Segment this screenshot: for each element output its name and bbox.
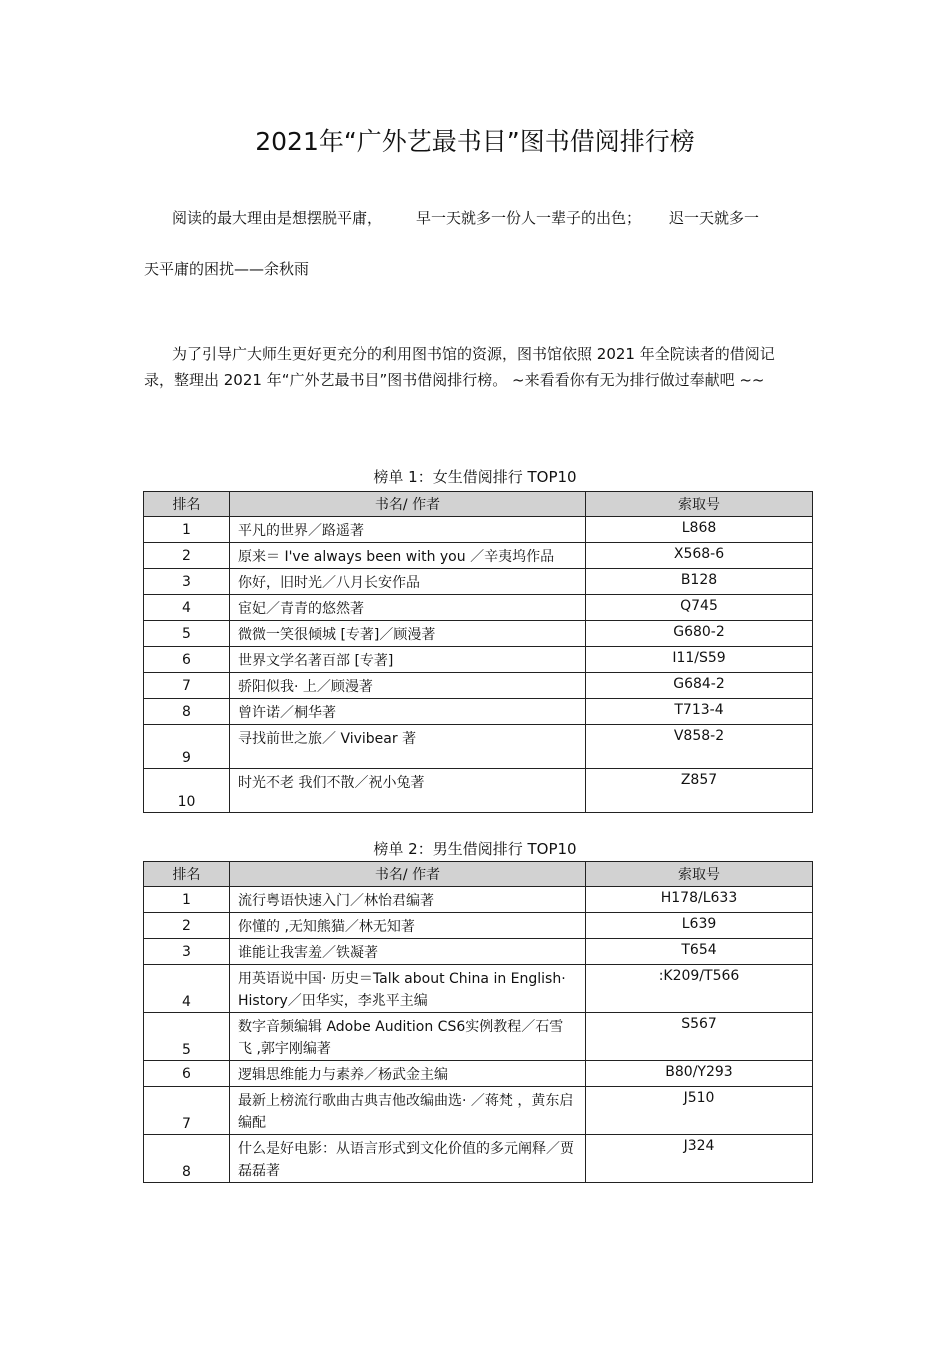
callno-cell: Z857 [586,769,813,813]
table2-caption: 榜单 2：男生借阅排行 TOP10 [373,840,577,858]
header-rank: 排名 [144,492,230,517]
callno-cell: B128 [586,569,813,595]
book-cell: 流行粤语快速入门／林怡君编著 [230,887,586,913]
rank-cell: 4 [144,595,230,621]
callno-cell: L868 [586,517,813,543]
callno-cell: S567 [586,1013,813,1061]
female-ranking-table [143,491,813,813]
rank-cell: 3 [144,569,230,595]
quote-part-2: 早一天就多一份人一辈子的出色； [416,209,642,227]
rank-cell: 6 [144,1061,230,1087]
rank-cell: 10 [144,769,230,813]
table-row [144,621,813,647]
table-row [144,647,813,673]
rank-cell: 1 [144,517,230,543]
table-row [144,595,813,621]
table-row [144,887,813,913]
header-rank: 排名 [144,862,230,887]
header-callno: 索取号 [586,492,813,517]
table-row [144,569,813,595]
table-header-row [144,492,813,517]
book-cell: 你好，旧时光／八月长安作品 [230,569,586,595]
book-cell: 原来＝ I've always been with you ／辛夷坞作品 [230,543,586,569]
book-cell: 微微一笑很倾城 [专著]／顾漫著 [230,621,586,647]
table-row [144,939,813,965]
rank-cell: 2 [144,543,230,569]
rank-cell: 8 [144,1135,230,1183]
book-cell: 时光不老 我们不散／祝小兔著 [230,769,586,813]
book-cell: 用英语说中国· 历史＝Talk about China in English· History／田华实，李兆平主编 [230,965,586,1013]
header-book: 书名/ 作者 [230,862,586,887]
quote-line-1 [144,207,804,229]
table-row [144,965,813,1013]
header-callno: 索取号 [586,862,813,887]
rank-cell: 1 [144,887,230,913]
table-row [144,769,813,813]
male-ranking-table [143,861,813,1183]
rank-cell: 3 [144,939,230,965]
table-row [144,517,813,543]
callno-cell: H178/L633 [586,887,813,913]
callno-cell: T654 [586,939,813,965]
callno-cell: X568-6 [586,543,813,569]
callno-cell: J510 [586,1087,813,1135]
callno-cell: B80/Y293 [586,1061,813,1087]
callno-cell: G680-2 [586,621,813,647]
quote-part-1: 阅读的最大理由是想摆脱平庸， [172,209,383,227]
table-row [144,1135,813,1183]
book-cell: 平凡的世界／路遥著 [230,517,586,543]
callno-cell: J324 [586,1135,813,1183]
callno-cell: V858-2 [586,725,813,769]
callno-cell: I11/S59 [586,647,813,673]
table-row [144,913,813,939]
table-row [144,699,813,725]
book-cell: 曾许诺／桐华著 [230,699,586,725]
rank-cell: 2 [144,913,230,939]
book-cell: 宦妃／青青的悠然著 [230,595,586,621]
header-book: 书名/ 作者 [230,492,586,517]
intro-paragraph: 为了引导广大师生更好更充分的利用图书馆的资源，图书馆依照 2021 年全院读者的借阅记录，整理出 2021 年“广外艺最书目”图书借阅排行榜。 ~来看看你有无为排行做过奉献吧 ~~ [144,345,775,389]
book-cell: 寻找前世之旅／ Vivibear 著 [230,725,586,769]
table-row [144,1087,813,1135]
callno-cell: :K209/T566 [586,965,813,1013]
book-cell: 骄阳似我· 上／顾漫著 [230,673,586,699]
quote-line-2: 天平庸的困扰——余秋雨 [144,260,310,278]
callno-cell: T713-4 [586,699,813,725]
table-row [144,1013,813,1061]
book-cell: 你懂的 ,无知熊猫／林无知著 [230,913,586,939]
book-cell: 谁能让我害羞／铁凝著 [230,939,586,965]
rank-cell: 4 [144,965,230,1013]
page-title: 2021年“广外艺最书目”图书借阅排行榜 [255,127,695,156]
rank-cell: 7 [144,673,230,699]
table-row [144,1061,813,1087]
book-cell: 数字音频编辑 Adobe Audition CS6实例教程／石雪飞 ,郭宇刚编著 [230,1013,586,1061]
rank-cell: 8 [144,699,230,725]
table-row [144,543,813,569]
callno-cell: G684-2 [586,673,813,699]
book-cell: 最新上榜流行歌曲古典吉他改编曲选· ／蒋梵 ，黄东启编配 [230,1087,586,1135]
book-cell: 逻辑思维能力与素养／杨武金主编 [230,1061,586,1087]
table-row [144,725,813,769]
table1-caption: 榜单 1：女生借阅排行 TOP10 [373,468,577,486]
rank-cell: 6 [144,647,230,673]
book-cell: 世界文学名著百部 [专著] [230,647,586,673]
rank-cell: 9 [144,725,230,769]
table-row [144,673,813,699]
quote-part-3: 迟一天就多一 [669,209,760,227]
rank-cell: 7 [144,1087,230,1135]
callno-cell: L639 [586,913,813,939]
rank-cell: 5 [144,1013,230,1061]
callno-cell: Q745 [586,595,813,621]
book-cell: 什么是好电影：从语言形式到文化价值的多元阐释／贾磊磊著 [230,1135,586,1183]
table-header-row [144,862,813,887]
rank-cell: 5 [144,621,230,647]
